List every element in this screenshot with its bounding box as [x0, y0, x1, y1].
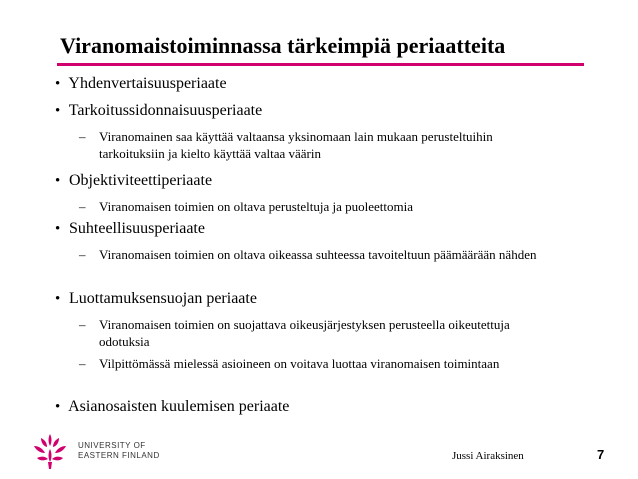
bullet-item-luottamuksensuoja [55, 289, 257, 309]
bullet-item-yhdenvertaisuus [55, 74, 227, 94]
sub-item [79, 128, 549, 162]
sub-item [79, 246, 549, 263]
bullet-icon: • [55, 103, 61, 119]
sub-item-text: Viranomaisen toimien on oltava oikeassa suhteessa tavoiteltuun päämäärään nähden [99, 247, 537, 262]
bullet-label: Asianosaisten kuulemisen periaate [68, 398, 290, 415]
university-name-line1: UNIVERSITY OF [78, 441, 146, 450]
bullet-item-objektiviteetti [55, 171, 212, 191]
bullet-icon: • [55, 399, 61, 415]
bullet-label: Objektiviteettiperiaate [69, 172, 213, 189]
bullet-label: Tarkoitussidonnaisuusperiaate [68, 102, 263, 119]
bullet-label: Luottamuksensuojan periaate [69, 290, 257, 307]
title-underline [57, 63, 584, 66]
dash-icon: – [79, 317, 86, 332]
sub-item [79, 316, 549, 350]
dash-icon: – [79, 356, 86, 371]
university-name-line2: EASTERN FINLAND [78, 451, 160, 460]
footer-author: Jussi Airaksinen [452, 450, 524, 462]
sub-item [79, 198, 549, 215]
sub-item-text: Viranomaisen toimien on oltava perusteltuja ja puoleettomia [99, 199, 414, 214]
sub-item-text: Viranomaisen toimien on suojattava oikeusjärjestyksen perusteella oikeutettuja odotuksia [99, 317, 510, 349]
dash-icon: – [79, 199, 86, 214]
dash-icon: – [79, 129, 86, 144]
university-logo-icon [31, 432, 69, 470]
bullet-label: Suhteellisuusperiaate [69, 220, 205, 237]
page-number: 7 [597, 447, 605, 462]
sub-item-text: Vilpittömässä mielessä asioineen on voitava luottaa viranomaisen toimintaan [99, 356, 500, 371]
bullet-icon: • [55, 173, 61, 189]
university-name [78, 441, 160, 461]
bullet-item-kuuleminen [55, 397, 289, 417]
bullet-icon: • [55, 76, 61, 92]
bullet-item-tarkoitussidonnaisuus [55, 101, 262, 121]
bullet-item-suhteellisuus [55, 219, 205, 239]
dash-icon: – [79, 247, 86, 262]
bullet-label: Yhdenvertaisuusperiaate [68, 75, 227, 92]
bullet-icon: • [55, 221, 61, 237]
sub-item [79, 355, 549, 372]
bullet-icon: • [55, 291, 61, 307]
sub-item-text: Viranomainen saa käyttää valtaansa yksinomaan lain mukaan perusteltuihin tarkoituksiin ja kielto käyttää valtaa väärin [99, 129, 493, 161]
slide-title: Viranomaistoiminnassa tärkeimpiä periaatteita [60, 33, 506, 58]
